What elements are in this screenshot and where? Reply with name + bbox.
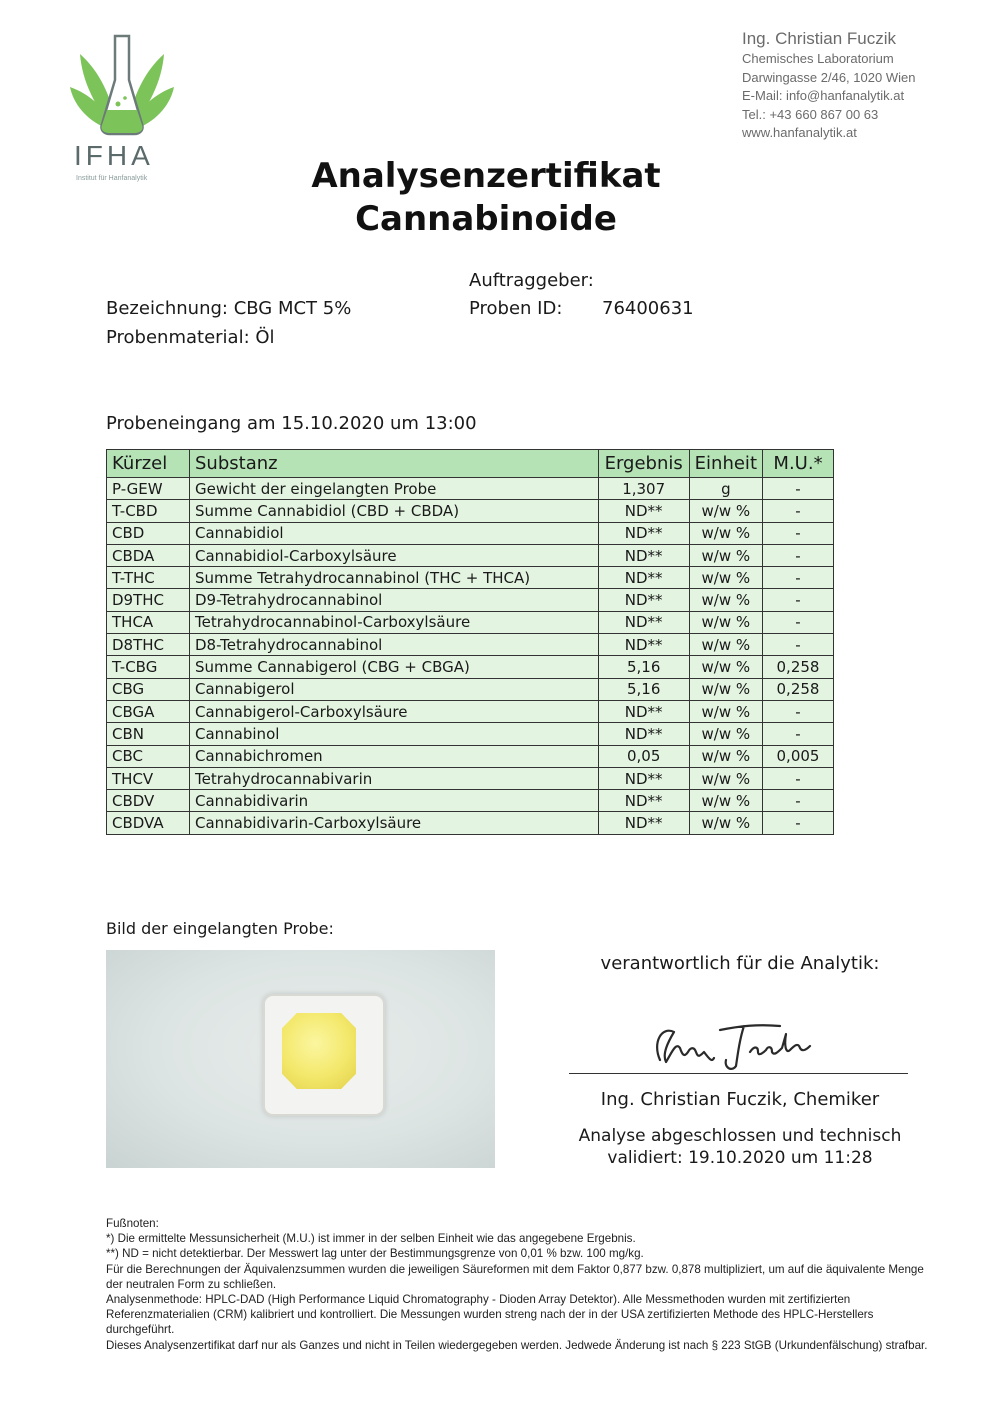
cell-ergebnis: ND** [598,500,689,522]
sample-image-label: Bild der eingelangten Probe: [106,919,334,938]
cell-mu: - [763,812,834,834]
cell-mu: - [763,522,834,544]
cell-einheit: w/w % [689,500,762,522]
lab-address: Darwingasse 2/46, 1020 Wien [742,69,916,85]
cell-einheit: w/w % [689,700,762,722]
logo-wordmark: IFHA [74,140,154,171]
table-row [107,812,834,834]
cell-mu: - [763,589,834,611]
cell-mu: 0,258 [763,678,834,700]
cell-mu: - [763,700,834,722]
header-mu: M.U.* [763,450,834,478]
cell-einheit: w/w % [689,544,762,566]
cell-mu: - [763,544,834,566]
table-row [107,567,834,589]
table-row [107,544,834,566]
cell-ergebnis: 5,16 [598,656,689,678]
cell-ergebnis: 0,05 [598,745,689,767]
cell-kuerzel: THCV [107,767,190,789]
responsible-label: verantwortlich für die Analytik: [600,953,880,974]
footnote-equivalence: Für die Berechnungen der Äquivalenzsummen wurden die jeweiligen Säureformen mit dem Faktor 0,877 bzw. 0,878 multipliziert, um auf die äquivalente Menge der neutralen Form zu schließen. [106,1262,924,1291]
cell-substanz: Summe Cannabidiol (CBD + CBDA) [190,500,599,522]
cell-kuerzel: D8THC [107,634,190,656]
proben-id-label: Proben ID: [469,298,563,319]
cell-einheit: w/w % [689,522,762,544]
cell-kuerzel: CBGA [107,700,190,722]
cell-substanz: D9-Tetrahydrocannabinol [190,589,599,611]
table-row [107,478,834,500]
table-row [107,500,834,522]
cell-ergebnis: ND** [598,567,689,589]
table-row [107,634,834,656]
header-einheit: Einheit [689,450,762,478]
document-subtitle: Cannabinoide [355,199,617,239]
table-row [107,723,834,745]
cell-substanz: Tetrahydrocannabinol-Carboxylsäure [190,611,599,633]
cell-substanz: Cannabidivarin [190,790,599,812]
cell-substanz: Cannabigerol [190,678,599,700]
results-table [106,449,834,835]
footnote-heading: Fußnoten: [106,1217,159,1230]
table-row [107,589,834,611]
header-substanz: Substanz [190,450,599,478]
cell-kuerzel: CBN [107,723,190,745]
lab-phone: Tel.: +43 660 867 00 63 [742,106,879,122]
header-kuerzel: Kürzel [107,450,190,478]
cell-kuerzel: T-CBD [107,500,190,522]
cell-kuerzel: T-THC [107,567,190,589]
lab-contact-block [742,28,915,143]
cell-substanz: Cannabidiol [190,522,599,544]
table-header-row [107,450,834,478]
cell-substanz: Cannabinol [190,723,599,745]
table-row [107,745,834,767]
cell-mu: - [763,634,834,656]
handwritten-signature-icon [640,1012,820,1072]
cell-einheit: w/w % [689,723,762,745]
cell-mu: 0,258 [763,656,834,678]
table-row [107,678,834,700]
auftraggeber-label: Auftraggeber: [469,270,594,291]
cell-einheit: w/w % [689,767,762,789]
cell-ergebnis: ND** [598,790,689,812]
table-row [107,700,834,722]
probenmaterial-field: Probenmaterial: Öl [106,327,275,348]
table-row [107,790,834,812]
footnote-reproduction: Dieses Analysenzertifikat darf nur als Ganzes und nicht in Teilen wiedergegeben werden. Jedwede Änderung ist nach § 223 StGB (Urkundenfälschung) strafbar. [106,1338,928,1352]
cell-kuerzel: CBC [107,745,190,767]
table-row [107,522,834,544]
table-row [107,656,834,678]
cell-einheit: w/w % [689,589,762,611]
probeneingang-field: Probeneingang am 15.10.2020 um 13:00 [106,413,477,434]
sample-oil [282,1013,356,1089]
cell-mu: - [763,723,834,745]
cell-substanz: Tetrahydrocannabivarin [190,767,599,789]
footnote-nd: **) ND = nicht detektierbar. Der Messwert lag unter der Bestimmungsgrenze von 0,01 % bzw. 100 mg/kg. [106,1247,644,1261]
cell-einheit: g [689,478,762,500]
cell-ergebnis: ND** [598,589,689,611]
lab-name: Chemisches Laboratorium [742,51,894,66]
footnote-method: Analysenmethode: HPLC-DAD (High Performance Liquid Chromatography - Dioden Array Detektor). Alle Messmethoden wurden mit zertifizierten Referenzmaterialien (CRM) kalibriert und kontrolliert. Die Messungen wurden streng nach der in der USA zertifizierten Methode des HPLC-Herstellers durchgeführt. [106,1293,874,1337]
lab-email: E-Mail: info@hanfanalytik.at [742,88,905,103]
cell-kuerzel: P-GEW [107,478,190,500]
cell-kuerzel: CBD [107,522,190,544]
cell-ergebnis: ND** [598,611,689,633]
cell-kuerzel: T-CBG [107,656,190,678]
cell-einheit: w/w % [689,812,762,834]
cell-kuerzel: CBDV [107,790,190,812]
cell-einheit: w/w % [689,634,762,656]
table-row [107,611,834,633]
cell-einheit: w/w % [689,656,762,678]
cell-ergebnis: ND** [598,723,689,745]
signature-line [569,1073,908,1074]
cell-mu: 0,005 [763,745,834,767]
cell-ergebnis: ND** [598,522,689,544]
cell-ergebnis: 1,307 [598,478,689,500]
cell-ergebnis: ND** [598,812,689,834]
cell-einheit: w/w % [689,567,762,589]
footnote-mu: *) Die ermittelte Messunsicherheit (M.U.) ist immer in der selben Einheit wie das angegebene Ergebnis. [106,1232,636,1246]
cell-substanz: Cannabidiol-Carboxylsäure [190,544,599,566]
cell-substanz: Summe Cannabigerol (CBG + CBGA) [190,656,599,678]
lab-owner-name: Ing. Christian Fuczik [742,29,896,48]
sample-photo [106,950,495,1168]
chemist-name: Ing. Christian Fuczik, Chemiker [600,1089,880,1110]
table-row [107,767,834,789]
cell-einheit: w/w % [689,678,762,700]
cell-mu: - [763,767,834,789]
cell-mu: - [763,478,834,500]
cell-kuerzel: CBDVA [107,812,190,834]
header-ergebnis: Ergebnis [598,450,689,478]
validation-line-1: Analyse abgeschlossen und technisch [578,1126,902,1146]
logo-subtitle: Institut für Hanfanalytik [76,175,148,182]
cell-kuerzel: THCA [107,611,190,633]
cell-einheit: w/w % [689,745,762,767]
cell-ergebnis: ND** [598,544,689,566]
cell-substanz: Cannabidivarin-Carboxylsäure [190,812,599,834]
document-title: Analysenzertifikat [311,156,661,196]
cell-ergebnis: 5,16 [598,678,689,700]
bezeichnung-field: Bezeichnung: CBG MCT 5% [106,298,352,319]
cell-mu: - [763,567,834,589]
cell-kuerzel: D9THC [107,589,190,611]
cell-mu: - [763,500,834,522]
cell-ergebnis: ND** [598,700,689,722]
cell-einheit: w/w % [689,790,762,812]
cell-kuerzel: CBDA [107,544,190,566]
proben-id-value: 76400631 [602,298,694,319]
cell-substanz: Gewicht der eingelangten Probe [190,478,599,500]
cell-mu: - [763,611,834,633]
cell-substanz: Cannabigerol-Carboxylsäure [190,700,599,722]
cell-kuerzel: CBG [107,678,190,700]
cell-substanz: Cannabichromen [190,745,599,767]
validation-line-2: validiert: 19.10.2020 um 11:28 [607,1148,873,1168]
cell-ergebnis: ND** [598,634,689,656]
footnotes [106,1216,936,1353]
cell-ergebnis: ND** [598,767,689,789]
lab-website: www.hanfanalytik.at [742,125,857,140]
cell-einheit: w/w % [689,611,762,633]
cell-mu: - [763,790,834,812]
cell-substanz: D8-Tetrahydrocannabinol [190,634,599,656]
cell-substanz: Summe Tetrahydrocannabinol (THC + THCA) [190,567,599,589]
